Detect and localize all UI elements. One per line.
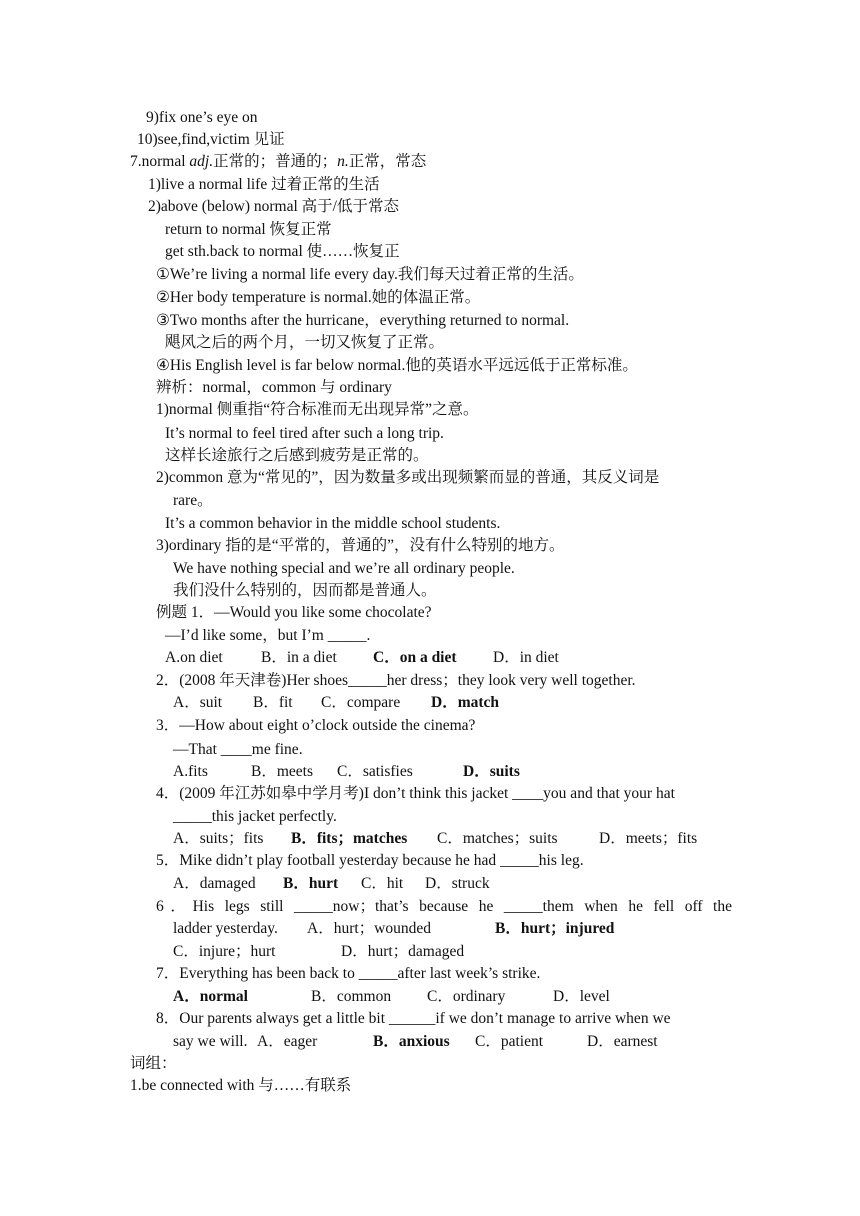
exercise-question-continued bbox=[173, 918, 614, 940]
comparison-item: 1)normal 侧重指“符合标准而无出现异常”之意。 bbox=[156, 401, 479, 418]
option-b: B．common bbox=[311, 988, 392, 1005]
example-translation: 飓风之后的两个月，一切又恢复了正常。 bbox=[165, 334, 445, 351]
phrase-line: 10)see,find,victim 见证 bbox=[137, 131, 285, 148]
pos-label: n. bbox=[337, 153, 349, 170]
exercise-options bbox=[173, 941, 464, 963]
option-b: B．in a diet bbox=[261, 649, 337, 666]
exercise-question: —I’d like some，but I’m _____. bbox=[165, 627, 371, 644]
example-sentence: It’s normal to feel tired after such a long trip. bbox=[165, 425, 444, 442]
example-translation: 我们没什么特别的，因而都是普通人。 bbox=[173, 582, 437, 599]
exercise-question: 3．—How about eight o’clock outside the cinema? bbox=[156, 717, 476, 734]
exercise-question: _____this jacket perfectly. bbox=[173, 808, 337, 825]
option-b: B．meets bbox=[251, 763, 313, 780]
example-sentence: ①We’re living a normal life every day.我们每天过着正常的生活。 bbox=[156, 266, 584, 283]
exercise-question: 5．Mike didn’t play football yesterday because he had _____his leg. bbox=[156, 852, 584, 869]
option-d: D．earnest bbox=[587, 1033, 658, 1050]
option-a: A.fits bbox=[173, 763, 208, 780]
exercise-options bbox=[173, 692, 499, 714]
option-c: C．hit bbox=[361, 875, 404, 892]
option-c: C．patient bbox=[475, 1033, 544, 1050]
comparison-item: 2)common 意为“常见的”，因为数量多或出现频繁而显的普通，其反义词是 bbox=[156, 469, 660, 486]
exercise-question: 8．Our parents always get a little bit ______if we don’t manage to arrive when we bbox=[156, 1010, 671, 1027]
usage-line: get sth.back to normal 使……恢复正 bbox=[165, 243, 400, 260]
example-sentence: We have nothing special and we’re all ordinary people. bbox=[173, 560, 515, 577]
comparison-item: 3)ordinary 指的是“平常的，普通的”，没有什么特别的地方。 bbox=[156, 537, 565, 554]
example-sentence: ④His English level is far below normal.他的英语水平远远低于正常标准。 bbox=[156, 357, 638, 374]
example-sentence: It’s a common behavior in the middle school students. bbox=[165, 515, 501, 532]
option-d-answer: D．suits bbox=[463, 763, 520, 780]
pos-label: adj. bbox=[189, 153, 214, 170]
comparison-heading: 辨析：normal，common 与 ordinary bbox=[156, 379, 392, 396]
usage-line: return to normal 恢复正常 bbox=[165, 221, 332, 238]
option-b: B．fit bbox=[253, 694, 293, 711]
exercise-options bbox=[165, 647, 559, 669]
exercise-options bbox=[173, 873, 490, 895]
option-d-answer: D．match bbox=[431, 694, 500, 711]
exercise-options bbox=[173, 986, 610, 1008]
meaning-text: 正常，常态 bbox=[348, 153, 427, 170]
option-c: C．matches；suits bbox=[437, 830, 558, 847]
option-a: A.on diet bbox=[165, 649, 223, 666]
option-a: A．hurt；wounded bbox=[307, 920, 431, 937]
exercise-question: 例题 1．—Would you like some chocolate? bbox=[156, 604, 432, 621]
option-d: D．meets；fits bbox=[599, 830, 698, 847]
option-a: A．suits；fits bbox=[173, 830, 264, 847]
option-c-answer: C．on a diet bbox=[373, 649, 457, 666]
exercise-question: —That ____me fine. bbox=[173, 741, 303, 758]
phrase-line: 1.be connected with 与……有联系 bbox=[130, 1077, 352, 1094]
option-a-answer: A．normal bbox=[173, 988, 248, 1005]
usage-line: 1)live a normal life 过着正常的生活 bbox=[148, 176, 380, 193]
example-translation: 这样长途旅行之后感到疲劳是正常的。 bbox=[165, 447, 429, 464]
exercise-question: 6．His legs still _____now；that’s because he _____them when he fell off the bbox=[156, 898, 732, 915]
option-d: D．level bbox=[553, 988, 610, 1005]
word-heading bbox=[130, 151, 426, 173]
exercise-options bbox=[173, 761, 520, 783]
exercise-question: 2．(2008 年天津卷)Her shoes_____her dress；they look very well together. bbox=[156, 672, 636, 689]
section-heading: 词组： bbox=[130, 1055, 177, 1072]
option-a: A．damaged bbox=[173, 875, 256, 892]
option-a: A．eager bbox=[257, 1033, 318, 1050]
example-sentence: ②Her body temperature is normal.她的体温正常。 bbox=[156, 289, 481, 306]
option-d: D．struck bbox=[425, 875, 490, 892]
example-sentence: ③Two months after the hurricane，everything returned to normal. bbox=[156, 312, 570, 329]
option-c: C．ordinary bbox=[427, 988, 506, 1005]
option-c: C．compare bbox=[321, 694, 401, 711]
meaning-text: 正常的；普通的； bbox=[213, 153, 338, 170]
question-text: ladder yesterday. bbox=[173, 920, 278, 937]
option-d: D．in diet bbox=[493, 649, 559, 666]
option-c: C．satisfies bbox=[337, 763, 413, 780]
exercise-options bbox=[173, 828, 697, 850]
question-text: say we will. bbox=[173, 1033, 248, 1050]
exercise-question: 7．Everything has been back to _____after last week’s strike. bbox=[156, 965, 541, 982]
exercise-question: 4．(2009 年江苏如皋中学月考)I don’t think this jacket ____you and that your hat bbox=[156, 785, 675, 802]
option-b-answer: B．fits；matches bbox=[291, 830, 408, 847]
exercise-question-continued bbox=[173, 1031, 658, 1053]
option-c: C．injure；hurt bbox=[173, 943, 276, 960]
phrase-line: 9)fix one’s eye on bbox=[146, 109, 258, 126]
usage-line: 2)above (below) normal 高于/低于常态 bbox=[148, 198, 399, 215]
option-a: A．suit bbox=[173, 694, 223, 711]
option-d: D．hurt；damaged bbox=[341, 943, 465, 960]
comparison-item: rare。 bbox=[173, 492, 213, 509]
option-b-answer: B．hurt bbox=[283, 875, 339, 892]
option-b-answer: B．hurt；injured bbox=[495, 920, 615, 937]
word-text: 7.normal bbox=[130, 153, 190, 170]
option-b-answer: B．anxious bbox=[373, 1033, 450, 1050]
